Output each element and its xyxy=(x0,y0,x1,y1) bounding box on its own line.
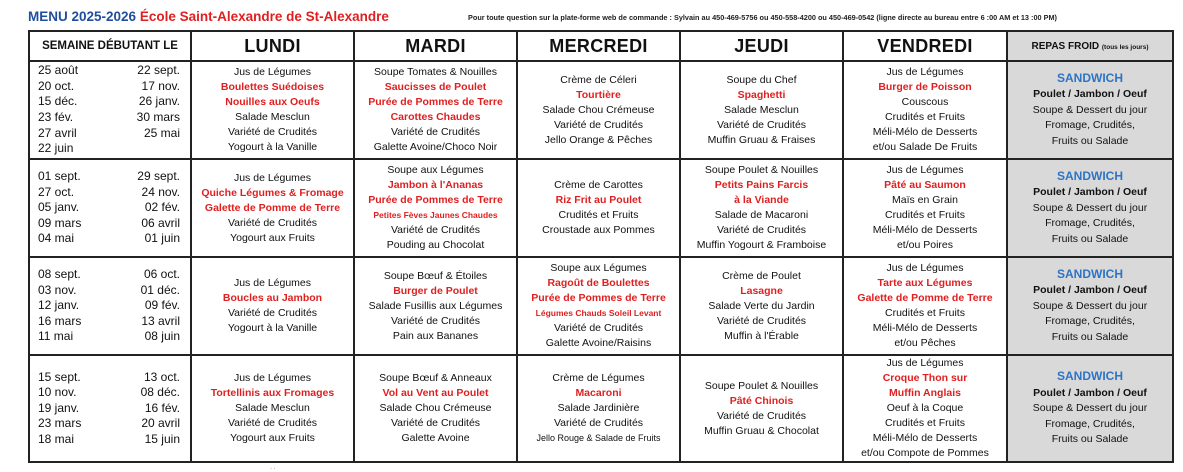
main-dish: Boulettes Suédoises xyxy=(220,81,325,93)
week-start-date: 27 avril xyxy=(38,125,77,140)
contact-note: Pour toute question sur la plate-forme web de commande : Sylvain au 450-469-5756 ou 450-558-4200 ou 450-469-0542 (ligne directe au bureau entre 6 :00 AM et 13 :00 PM) xyxy=(468,13,1057,22)
menu-item: Crudités et Fruits xyxy=(885,307,965,319)
cold-meal-line: Fruits ou Salade xyxy=(1051,330,1129,343)
week-start-date: 06 avril xyxy=(141,215,180,230)
cold-meal-line: Fromage, Crudités, xyxy=(1045,217,1135,230)
menu-cell-vendredi xyxy=(843,257,1007,355)
menu-item: et/ou Compote de Pommes xyxy=(861,447,989,459)
cold-meal-options: Poulet / Jambon / Oeuf xyxy=(1033,284,1147,297)
menu-item: Variété de Crudités xyxy=(390,314,481,327)
menu-item: Salade Fusillis aux Légumes xyxy=(368,299,503,312)
menu-cell-mardi xyxy=(354,355,517,462)
week-start-date: 29 sept. xyxy=(137,169,180,184)
main-dish: à la Viande xyxy=(734,194,789,206)
cold-meal-line: Fruits ou Salade xyxy=(1051,232,1129,245)
menu-item: Jus de Légumes xyxy=(233,171,312,184)
menu-cell-jeudi xyxy=(680,355,843,462)
menu-item: Variété de Crudités xyxy=(553,118,644,131)
cold-meal-options: Poulet / Jambon / Oeuf xyxy=(1033,386,1147,399)
main-dish: Galette de Pomme de Terre xyxy=(857,292,993,304)
week-start-date: 15 déc. xyxy=(38,94,78,109)
main-dish: Petits Pains Farcis xyxy=(714,179,809,191)
menu-item: Variété de Crudités xyxy=(390,417,481,429)
cold-meal-line: Fromage, Crudités, xyxy=(1045,119,1135,132)
week-start-date: 09 fév. xyxy=(144,298,180,313)
week-start-date: 11 mai xyxy=(38,329,74,344)
week-start-date: 08 juin xyxy=(144,329,180,344)
week-start-date: 15 sept. xyxy=(38,369,81,384)
week-start-date: 12 janv. xyxy=(38,298,80,313)
menu-item: et/ou Pêches xyxy=(894,337,956,349)
cold-meal-header-label: REPAS FROID xyxy=(1031,40,1100,52)
menu-cell-mercredi xyxy=(517,61,680,159)
menu-item: Pouding au Chocolat xyxy=(386,239,485,251)
menu-item: Salade de Macaroni xyxy=(714,209,809,221)
menu-item: Variété de Crudités xyxy=(227,417,318,429)
menu-item: Méli-Mélo de Desserts xyxy=(872,126,978,138)
menu-item: Salade Mesclun xyxy=(724,103,799,116)
menu-item: et/ou Poires xyxy=(896,239,954,251)
cold-meal-title: SANDWICH xyxy=(1057,266,1123,281)
menu-item: Variété de Crudités xyxy=(553,322,644,334)
main-dish: Vol au Vent au Poulet xyxy=(382,387,489,399)
menu-item: Variété de Crudités xyxy=(227,126,318,138)
menu-item: Croustade aux Pommes xyxy=(542,224,655,236)
week-start-date: 02 fév. xyxy=(144,200,180,215)
week-start-date: 06 oct. xyxy=(143,267,180,282)
menu-item: Variété de Crudités xyxy=(716,409,807,422)
menu-item: Galette Avoine xyxy=(401,432,470,444)
week-start-date: 01 sept. xyxy=(38,169,81,184)
menu-item: Crudités et Fruits xyxy=(558,209,639,221)
menu-cell-lundi xyxy=(191,61,354,159)
main-dish: Boucles au Jambon xyxy=(222,292,323,304)
menu-item: Soupe Tomates & Nouilles xyxy=(374,66,497,78)
week-start-date: 23 fév. xyxy=(38,110,74,124)
menu-cell-lundi xyxy=(191,355,354,462)
menu-title xyxy=(28,9,389,24)
menu-cell-mercredi xyxy=(517,355,680,462)
week-start-date: 27 oct. xyxy=(38,184,75,199)
menu-item: Jello Rouge & Salade de Fruits xyxy=(536,433,661,443)
menu-cell-lundi xyxy=(191,257,354,355)
week-start-date: 19 janv. xyxy=(38,400,80,415)
menu-item: Pain aux Bananes xyxy=(392,329,479,342)
menu-cell-lundi xyxy=(191,159,354,257)
main-dish: Pâté au Saumon xyxy=(884,179,966,191)
cold-meal-title: SANDWICH xyxy=(1057,369,1123,384)
menu-item: Soupe Bœuf & Étoiles xyxy=(383,269,488,282)
main-dish: Purée de Pommes de Terre xyxy=(368,194,503,206)
cold-meal-options: Poulet / Jambon / Oeuf xyxy=(1033,186,1147,199)
menu-item: Méli-Mélo de Desserts xyxy=(872,322,978,334)
menu-item: Muffin Gruau & Fraises xyxy=(707,133,816,146)
menu-body xyxy=(29,61,1173,462)
menu-item: Jus de Légumes xyxy=(886,164,964,176)
menu-cell-mercredi xyxy=(517,257,680,355)
cold-meal-line: Fromage, Crudités, xyxy=(1045,417,1135,430)
week-start-date: 04 mai xyxy=(38,231,75,246)
cold-meal-header xyxy=(1007,31,1173,61)
week-start-date: 30 mars xyxy=(136,110,180,124)
menu-item: Crudités et Fruits xyxy=(885,209,965,221)
menu-cell-mardi xyxy=(354,61,517,159)
week-start-date: 22 juin xyxy=(38,141,74,156)
week-row xyxy=(29,159,1173,257)
menu-item: Variété de Crudités xyxy=(716,118,807,131)
menu-cell-jeudi xyxy=(680,159,843,257)
menu-item: Couscous xyxy=(901,96,949,108)
week-start-date: 01 juin xyxy=(144,231,180,246)
menu-item: Salade Jardinière xyxy=(557,402,640,414)
menu-table xyxy=(28,30,1174,463)
menu-item: Crudités et Fruits xyxy=(885,111,965,123)
week-row xyxy=(29,257,1173,355)
week-start-date: 16 mars xyxy=(38,313,82,328)
main-dish: Purée de Pommes de Terre xyxy=(531,292,666,304)
menu-item: Jus de Légumes xyxy=(886,66,964,78)
main-dish: Muffin Anglais xyxy=(889,387,961,399)
main-dish: Saucisses de Poulet xyxy=(384,81,487,93)
week-start-date: 24 nov. xyxy=(141,184,180,199)
menu-item: Variété de Crudités xyxy=(716,224,807,236)
menu-cell-vendredi xyxy=(843,159,1007,257)
main-dish: Macaroni xyxy=(575,387,622,399)
week-start-date: 16 fév. xyxy=(144,400,180,415)
menu-item: et/ou Salade De Fruits xyxy=(872,141,978,153)
menu-item: Salade Chou Crémeuse xyxy=(379,402,492,414)
menu-title-year: MENU 2025-2026 xyxy=(28,9,137,24)
week-start-date: 25 mai xyxy=(143,125,180,140)
main-dish: Légumes Chauds Soleil Levant xyxy=(535,308,662,318)
cold-meal-line: Fruits ou Salade xyxy=(1051,433,1129,446)
week-dates-cell xyxy=(29,61,191,159)
menu-item: Variété de Crudités xyxy=(227,307,318,319)
menu-item: Variété de Crudités xyxy=(390,126,481,138)
week-start-date: 03 nov. xyxy=(38,282,77,297)
week-start-date: 08 sept. xyxy=(38,267,81,282)
week-dates-cell xyxy=(29,355,191,462)
cold-meal-line: Soupe & Dessert du jour xyxy=(1032,201,1148,214)
menu-cell-mardi xyxy=(354,257,517,355)
menu-item: Salade Chou Crémeuse xyxy=(542,103,655,116)
week-start-date: 01 déc. xyxy=(140,282,180,297)
menu-item: Yogourt aux Fruits xyxy=(230,231,315,244)
main-dish: Quiche Légumes & Fromage xyxy=(201,186,344,199)
cold-meal-line: Fruits ou Salade xyxy=(1051,134,1129,147)
day-header-lundi: LUNDI xyxy=(191,31,354,61)
menu-item: Yogourt à la Vanille xyxy=(227,322,318,334)
main-dish: Petites Fèves Jaunes Chaudes xyxy=(373,210,498,220)
cold-meal-line: Fromage, Crudités, xyxy=(1045,315,1135,328)
week-start-date: 15 juin xyxy=(144,431,180,446)
main-dish: Tortellinis aux Fromages xyxy=(210,387,335,399)
week-start-date: 10 nov. xyxy=(38,385,77,400)
week-column-header: SEMAINE DÉBUTANT LE xyxy=(29,31,191,61)
week-row xyxy=(29,61,1173,159)
cold-meal-line: Soupe & Dessert du jour xyxy=(1032,402,1148,415)
day-header-jeudi: JEUDI xyxy=(680,31,843,61)
menu-item: Oeuf à la Coque xyxy=(886,402,964,414)
day-header-mardi: MARDI xyxy=(354,31,517,61)
cold-meal-options: Poulet / Jambon / Oeuf xyxy=(1033,88,1147,101)
menu-item: Salade Verte du Jardin xyxy=(708,299,815,312)
menu-item: Soupe Poulet & Nouilles xyxy=(704,164,819,176)
main-dish: Croque Thon sur xyxy=(882,372,968,384)
menu-item: Crème de Poulet xyxy=(722,269,801,282)
menu-item: Variété de Crudités xyxy=(227,216,318,229)
week-start-date: 23 mars xyxy=(38,416,82,431)
main-dish: Lasagne xyxy=(740,284,783,297)
week-start-date: 08 déc. xyxy=(140,385,180,400)
menu-item: Muffin Gruau & Chocolat xyxy=(704,424,819,437)
cold-meal-cell xyxy=(1007,159,1173,257)
menu-item: Muffin à l'Érable xyxy=(724,329,799,342)
menu-item: Muffin Yogourt & Framboise xyxy=(696,239,827,251)
menu-cell-jeudi xyxy=(680,257,843,355)
menu-item: Jus de Légumes xyxy=(233,66,312,78)
menu-item: Soupe aux Légumes xyxy=(550,262,647,274)
menu-item: Salade Mesclun xyxy=(235,111,310,123)
cold-meal-cell xyxy=(1007,257,1173,355)
menu-item: Jus de Légumes xyxy=(886,357,964,369)
main-dish: Pâté Chinois xyxy=(729,394,794,407)
menu-cell-mercredi xyxy=(517,159,680,257)
main-dish: Tourtière xyxy=(576,88,621,101)
menu-item: Salade Mesclun xyxy=(235,402,310,414)
menu-item: Yogourt à la Vanille xyxy=(227,141,318,153)
week-start-date: 22 sept. xyxy=(137,63,180,78)
main-dish: Galette de Pomme de Terre xyxy=(204,201,341,214)
week-start-date: 09 mars xyxy=(38,215,82,230)
menu-item: Crème de Céleri xyxy=(560,73,637,86)
week-start-date: 25 août xyxy=(38,63,79,78)
menu-item: Variété de Crudités xyxy=(390,224,481,236)
main-dish: Jambon à l'Ananas xyxy=(387,179,484,191)
menu-item: Maïs en Grain xyxy=(892,194,958,206)
week-row xyxy=(29,355,1173,462)
main-dish: Burger de Poulet xyxy=(393,284,478,297)
main-dish: Purée de Pommes de Terre xyxy=(368,96,503,108)
cold-meal-header-note: (tous les jours) xyxy=(1101,43,1149,51)
cold-meal-line: Soupe & Dessert du jour xyxy=(1032,299,1148,312)
cold-meal-cell xyxy=(1007,355,1173,462)
week-dates-cell xyxy=(29,159,191,257)
menu-item: Jus de Légumes xyxy=(886,262,964,274)
main-dish: Spaghetti xyxy=(737,88,786,101)
menu-item: Jus de Légumes xyxy=(233,372,312,384)
main-dish: Tarte aux Légumes xyxy=(877,277,973,289)
cold-meal-title: SANDWICH xyxy=(1057,168,1123,183)
week-dates-cell xyxy=(29,257,191,355)
menu-item: Variété de Crudités xyxy=(716,314,807,327)
week-start-date: 17 nov. xyxy=(141,78,180,93)
menu-cell-vendredi xyxy=(843,355,1007,462)
cold-meal-line: Soupe & Dessert du jour xyxy=(1032,103,1148,116)
menu-item: Soupe Bœuf & Anneaux xyxy=(379,372,492,384)
menu-cell-vendredi xyxy=(843,61,1007,159)
menu-item: Galette Avoine/Raisins xyxy=(545,337,652,349)
page-header xyxy=(28,8,1178,26)
menu-item: Méli-Mélo de Desserts xyxy=(872,224,978,236)
menu-item: Méli-Mélo de Desserts xyxy=(872,432,978,444)
menu-item: Crème de Carottes xyxy=(554,179,643,191)
cold-meal-cell xyxy=(1007,61,1173,159)
menu-cell-jeudi xyxy=(680,61,843,159)
week-start-date: 18 mai xyxy=(38,431,75,446)
main-dish: Ragoût de Boulettes xyxy=(547,277,650,289)
week-start-date: 20 avril xyxy=(141,416,180,431)
week-start-date: 13 avril xyxy=(141,313,180,328)
menu-item: Jus de Légumes xyxy=(233,277,312,289)
cold-meal-title: SANDWICH xyxy=(1057,70,1123,85)
week-start-date xyxy=(112,141,186,157)
main-dish: Burger de Poisson xyxy=(878,81,972,93)
menu-item: Soupe aux Légumes xyxy=(387,164,484,176)
main-dish: Carottes Chaudes xyxy=(390,111,481,123)
main-dish: Nouilles aux Oeufs xyxy=(225,96,320,108)
main-dish: Riz Frit au Poulet xyxy=(555,194,642,206)
menu-item: Crème de Légumes xyxy=(552,372,645,384)
menu-cell-mardi xyxy=(354,159,517,257)
menu-item: Galette Avoine/Choco Noir xyxy=(373,141,498,153)
menu-title-school: École Saint-Alexandre de St-Alexandre xyxy=(139,9,389,24)
menu-item: Jello Orange & Pêches xyxy=(544,133,653,146)
week-start-date: 20 oct. xyxy=(38,78,75,93)
week-start-date: 13 oct. xyxy=(143,369,180,384)
page-edge-mark: · · xyxy=(270,466,276,472)
day-header-mercredi: MERCREDI xyxy=(517,31,680,61)
menu-item: Variété de Crudités xyxy=(553,417,644,429)
menu-item: Yogourt aux Fruits xyxy=(230,432,315,444)
menu-item: Soupe Poulet & Nouilles xyxy=(704,379,819,392)
menu-item: Soupe du Chef xyxy=(726,73,797,86)
week-start-date: 05 janv. xyxy=(38,200,80,215)
day-header-vendredi: VENDREDI xyxy=(843,31,1007,61)
week-start-date: 26 janv. xyxy=(138,94,180,109)
menu-item: Crudités et Fruits xyxy=(885,417,965,429)
